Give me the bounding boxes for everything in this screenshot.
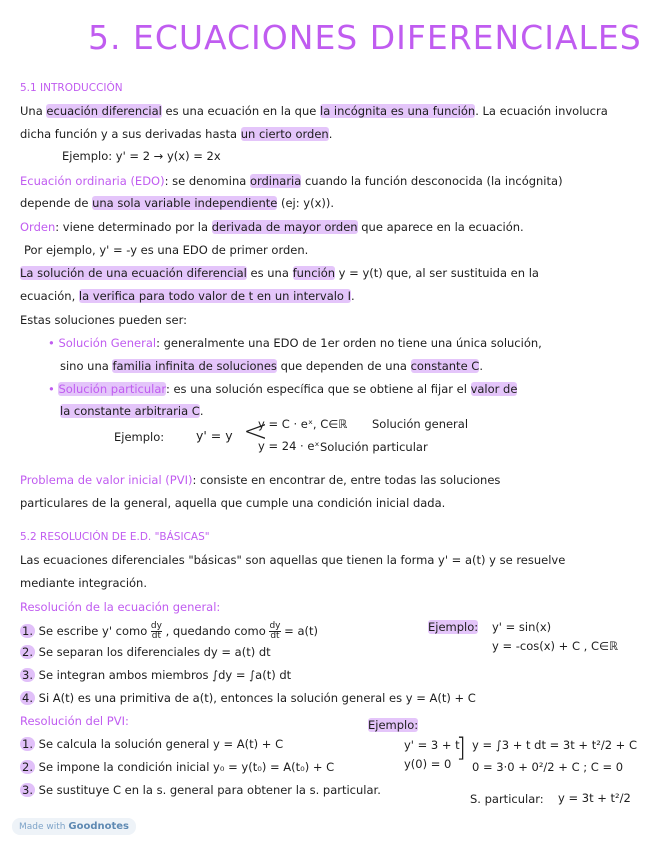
text-line: Por ejemplo, y' = -y es una EDO de primer orden. xyxy=(24,243,309,257)
general-solution-label: Solución general xyxy=(372,417,469,431)
bullet-item: • Solución particular: es una solución específica que se obtiene al fijar el valor de xyxy=(48,382,518,396)
bullet-continuation: la constante arbitraria C. xyxy=(60,404,204,418)
text-line: Las ecuaciones diferenciales "básicas" son aquellas que tienen la forma y' = a(t) y se resuelve xyxy=(20,553,566,567)
pvi-step-3: 3. Se sustituye C en la s. general para obtener la s. particular. xyxy=(22,783,381,797)
particular-solution-label: Solución particular xyxy=(320,440,428,454)
step-4: 4. Si A(t) es una primitiva de a(t), entonces la solución general es y = A(t) + C xyxy=(22,691,476,705)
pvi-example-condition: y(0) = 0 xyxy=(404,757,452,771)
text-line: Problema de valor inicial (PVI): consiste en encontrar de, entre todas las soluciones xyxy=(20,473,501,487)
example-equation: y' = y xyxy=(196,428,233,443)
text-line: Ecuación ordinaria (EDO): se denomina ordinaria cuando la función desconocida (la incógnita) xyxy=(20,174,563,188)
text-line: particulares de la general, aquella que cumple una condición inicial dada. xyxy=(20,496,446,510)
page-title: 5. ECUACIONES DIFERENCIALES xyxy=(88,18,642,57)
general-solution-eq: y = C · eˣ, C∈ℝ xyxy=(258,417,348,431)
pvi-step-2: 2. Se impone la condición inicial y₀ = y(t₀) = A(t₀) + C xyxy=(22,760,335,774)
text-line: Estas soluciones pueden ser: xyxy=(20,313,187,327)
section-heading-5-2: 5.2 RESOLUCIÓN DE E.D. "BÁSICAS" xyxy=(20,531,210,543)
brace: < xyxy=(243,414,269,449)
text-line: dicha función y a sus derivadas hasta un cierto orden. xyxy=(20,127,333,141)
particular-solution: y = 3t + t²/2 xyxy=(558,791,631,805)
text-line: ecuación, la verifica para todo valor de t en un intervalo I. xyxy=(20,289,355,303)
text-line: La solución de una ecuación diferencial es una función y = y(t) que, al ser sustituida en la xyxy=(20,266,539,280)
pvi-step-1: 1. Se calcula la solución general y = A(t) + C xyxy=(22,737,284,751)
pvi-result-1: y = ∫3 + t dt = 3t + t²/2 + C xyxy=(472,738,637,752)
example-line: Ejemplo: y' = 2 → y(x) = 2x xyxy=(62,149,221,163)
example-eq-2: y = -cos(x) + C , C∈ℝ xyxy=(492,639,619,653)
example-label: Ejemplo: xyxy=(114,430,165,444)
subheading-pvi: Resolución del PVI: xyxy=(20,714,129,728)
bracket: ] xyxy=(456,733,467,763)
pvi-example-eq: y' = 3 + t xyxy=(404,738,460,752)
example-label: Ejemplo: xyxy=(368,718,419,732)
step-3: 3. Se integran ambos miembros ∫dy = ∫a(t) dt xyxy=(22,668,292,682)
bullet-item: • Solución General: generalmente una EDO de 1er orden no tiene una única solución, xyxy=(48,336,542,350)
text-line: Orden: viene determinado por la derivada de mayor orden que aparece en la ecuación. xyxy=(20,220,524,234)
bullet-continuation: sino una familia infinita de soluciones que dependen de una constante C. xyxy=(60,359,483,373)
particular-label: S. particular: xyxy=(470,792,544,806)
section-heading-5-1: 5.1 INTRODUCCIÓN xyxy=(20,82,123,94)
example-eq-1: y' = sin(x) xyxy=(492,620,552,634)
step-2: 2. Se separan los diferenciales dy = a(t) dt xyxy=(22,645,271,659)
text-line: Una ecuación diferencial es una ecuación en la que la incógnita es una función. La ecuación involucra xyxy=(20,104,608,118)
step-1: 1. Se escribe y' como $\frac{dy}{dt}$ , quedando como $\frac{dy}{dt}$ = a(t) xyxy=(22,621,318,641)
text-line: mediante integración. xyxy=(20,576,147,590)
particular-solution-eq: y = 24 · eˣ xyxy=(258,439,320,453)
text-line: depende de una sola variable independiente (ej: y(x)). xyxy=(20,196,334,210)
goodnotes-badge: Made with Goodnotes xyxy=(12,818,136,835)
example-label: Ejemplo: xyxy=(428,620,479,634)
pvi-result-2: 0 = 3·0 + 0²/2 + C ; C = 0 xyxy=(472,760,624,774)
subheading-general: Resolución de la ecuación general: xyxy=(20,600,221,614)
